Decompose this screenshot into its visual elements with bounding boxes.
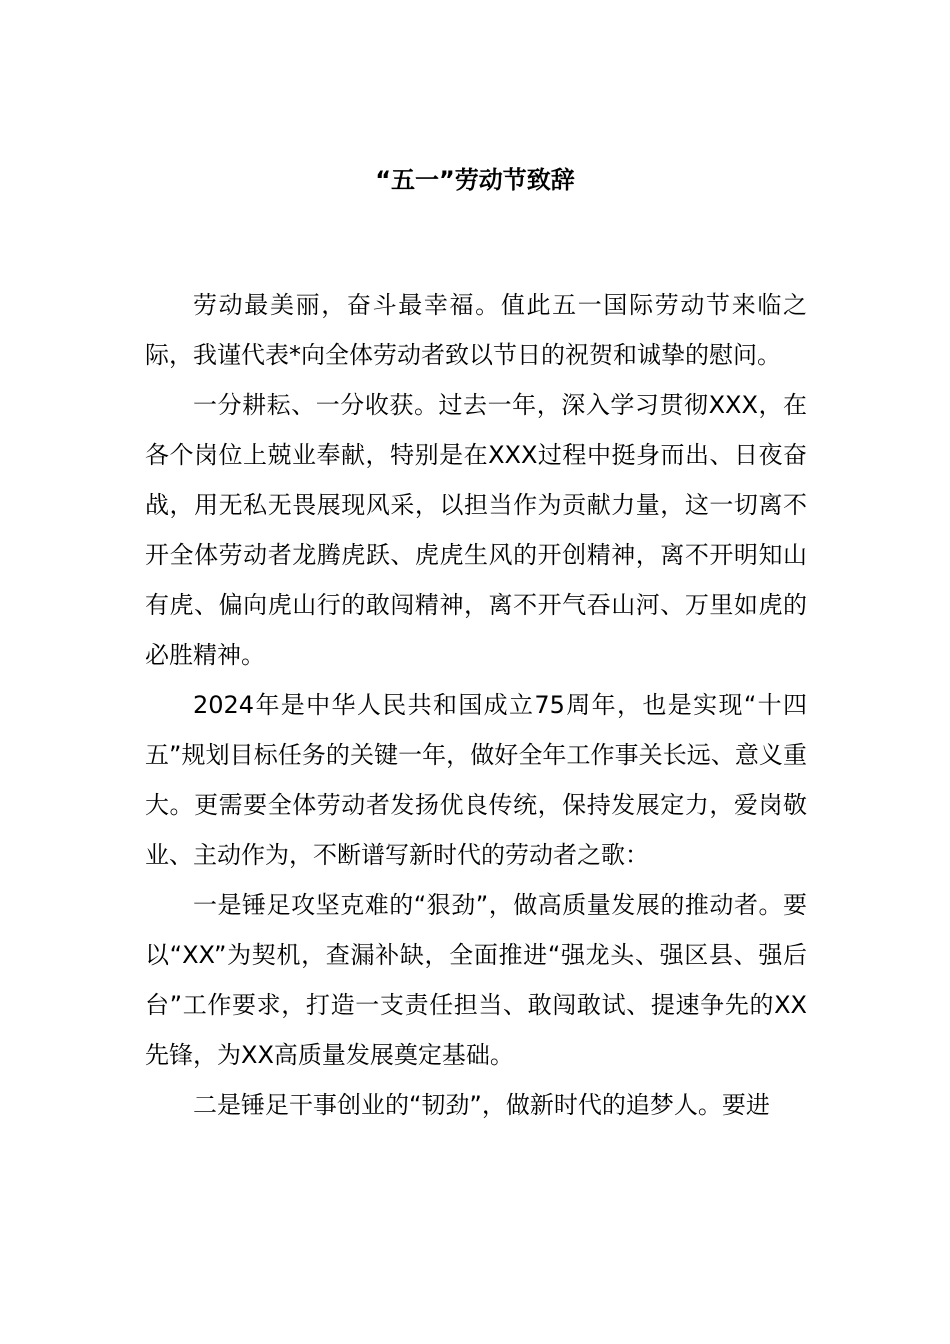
paragraph-1: 劳动最美丽，奋斗最幸福。值此五一国际劳动节来临之际，我谨代表*向全体劳动者致以节日的祝贺和诚挚的慰问。 xyxy=(145,291,807,369)
document-body xyxy=(145,280,807,1130)
paragraph-4: 一是锤足攻坚克难的“狠劲”，做高质量发展的推动者。要以“XX”为契机，查漏补缺，全面推进“强龙头、强区县、强后台”工作要求，打造一支责任担当、敢闯敢试、提速争先的XX先锋，为XX高质量发展奠定基础。 xyxy=(145,891,807,1069)
paragraph-5: 二是锤足干事创业的“韧劲”，做新时代的追梦人。要进 xyxy=(193,1091,770,1119)
paragraph-3: 2024年是中华人民共和国成立75周年，也是实现“十四五”规划目标任务的关键一年，做好全年工作事关长远、意义重大。更需要全体劳动者发扬优良传统，保持发展定力，爱岗敬业、主动作为，不断谱写新时代的劳动者之歌： xyxy=(145,691,807,869)
paragraph-2: 一分耕耘、一分收获。过去一年，深入学习贯彻XXX，在各个岗位上兢业奉献，特别是在XXX过程中挺身而出、日夜奋战，用无私无畏展现风采，以担当作为贡献力量，这一切离不开全体劳动者龙腾虎跃、虎虎生风的开创精神，离不开明知山有虎、偏向虎山行的敢闯精神，离不开气吞山河、万里如虎的必胜精神。 xyxy=(145,391,807,669)
document-title: “五一”劳动节致辞 xyxy=(375,166,575,194)
